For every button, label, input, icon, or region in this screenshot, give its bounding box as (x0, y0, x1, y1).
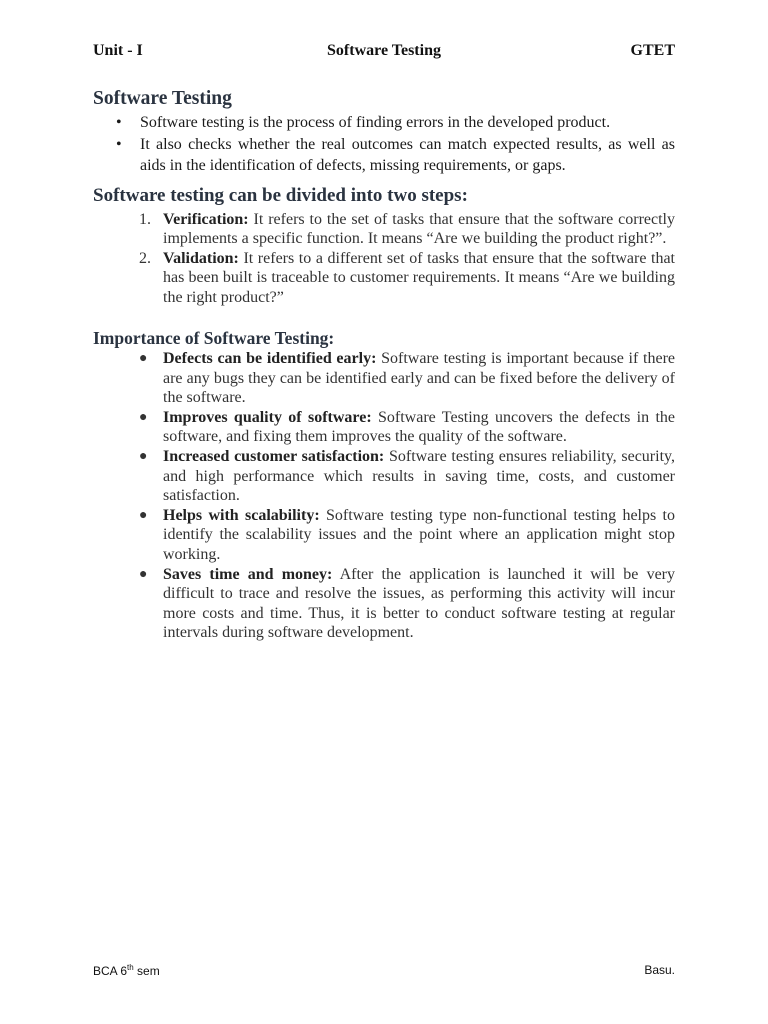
item-text: Software testing type non-functional testing helps to identify the scalability issues and the point where an application might stop working. (163, 506, 676, 563)
list-item: • It also checks whether the real outcomes can match expected results, as well as aids in the identification of defects, missing requirements, or gaps. (116, 135, 675, 174)
header-code: GTET (630, 42, 675, 59)
bullet-icon: ● (139, 507, 148, 523)
section-title-software-testing: Software Testing (93, 88, 232, 109)
bullet-icon: • (116, 114, 122, 131)
intro-bullet-list (93, 112, 675, 177)
item-text: Software Testing uncovers the defects in the software, and fixing them improves the quality of the software. (163, 408, 675, 446)
list-item (139, 408, 675, 447)
footer-course: BCA 6th sem (93, 963, 160, 978)
item-text: After the application is launched it will be very difficult to trace and resolve the issues, as performing this activity will incur more costs and time. Thus, it is better to conduct software testing at regular intervals during software development. (163, 565, 675, 642)
step-term: Validation: (163, 249, 239, 267)
list-item: • Software testing is the process of finding errors in the developed product. (140, 112, 675, 134)
item-text: Software testing ensures reliability, security, and high performance which results in saving time, costs, and customer satisfaction. (163, 447, 675, 505)
list-item (139, 506, 676, 565)
step-verification (139, 210, 675, 249)
step-number: 2. (139, 249, 151, 267)
steps-list (93, 210, 675, 308)
item-term: Saves time and money: (163, 565, 333, 583)
bullet-icon: ● (139, 351, 148, 366)
list-item (139, 447, 675, 506)
item-term: Defects can be identified early: (163, 350, 377, 367)
header-unit: Unit - I (93, 42, 143, 59)
importance-bullet-list (93, 349, 675, 643)
item-term: Improves quality of software: (163, 408, 372, 426)
list-item (139, 565, 675, 643)
item-term: Increased customer satisfaction: (163, 447, 385, 465)
bullet-icon: • (116, 135, 122, 153)
document-body (93, 86, 675, 643)
header-title: Software Testing (327, 42, 441, 59)
item-text: Software testing is important because if there are any bugs they can be identified early and can be fixed before the delivery of the software. (163, 350, 676, 407)
bullet-icon: ● (139, 448, 148, 464)
step-term: Verification: (163, 210, 249, 228)
section-title-two-steps: Software testing can be divided into two steps: (93, 184, 468, 206)
list-item (139, 349, 676, 408)
item-term: Helps with scalability: (163, 506, 320, 524)
page-header (93, 42, 675, 64)
bullet-icon: ● (139, 409, 148, 425)
step-text: It refers to a different set of tasks that ensure that the software that has been built is traceable to customer requirements. It means “Are we building the right product?” (163, 249, 675, 306)
bullet-icon: ● (139, 566, 148, 582)
section-title-importance: Importance of Software Testing: (93, 328, 335, 348)
step-validation (139, 249, 675, 308)
step-text: It refers to the set of tasks that ensure that the software correctly implements a specific function. It means “Are we building the product right?”. (163, 210, 675, 247)
footer-author: Basu. (644, 963, 675, 977)
step-number: 1. (139, 210, 151, 228)
